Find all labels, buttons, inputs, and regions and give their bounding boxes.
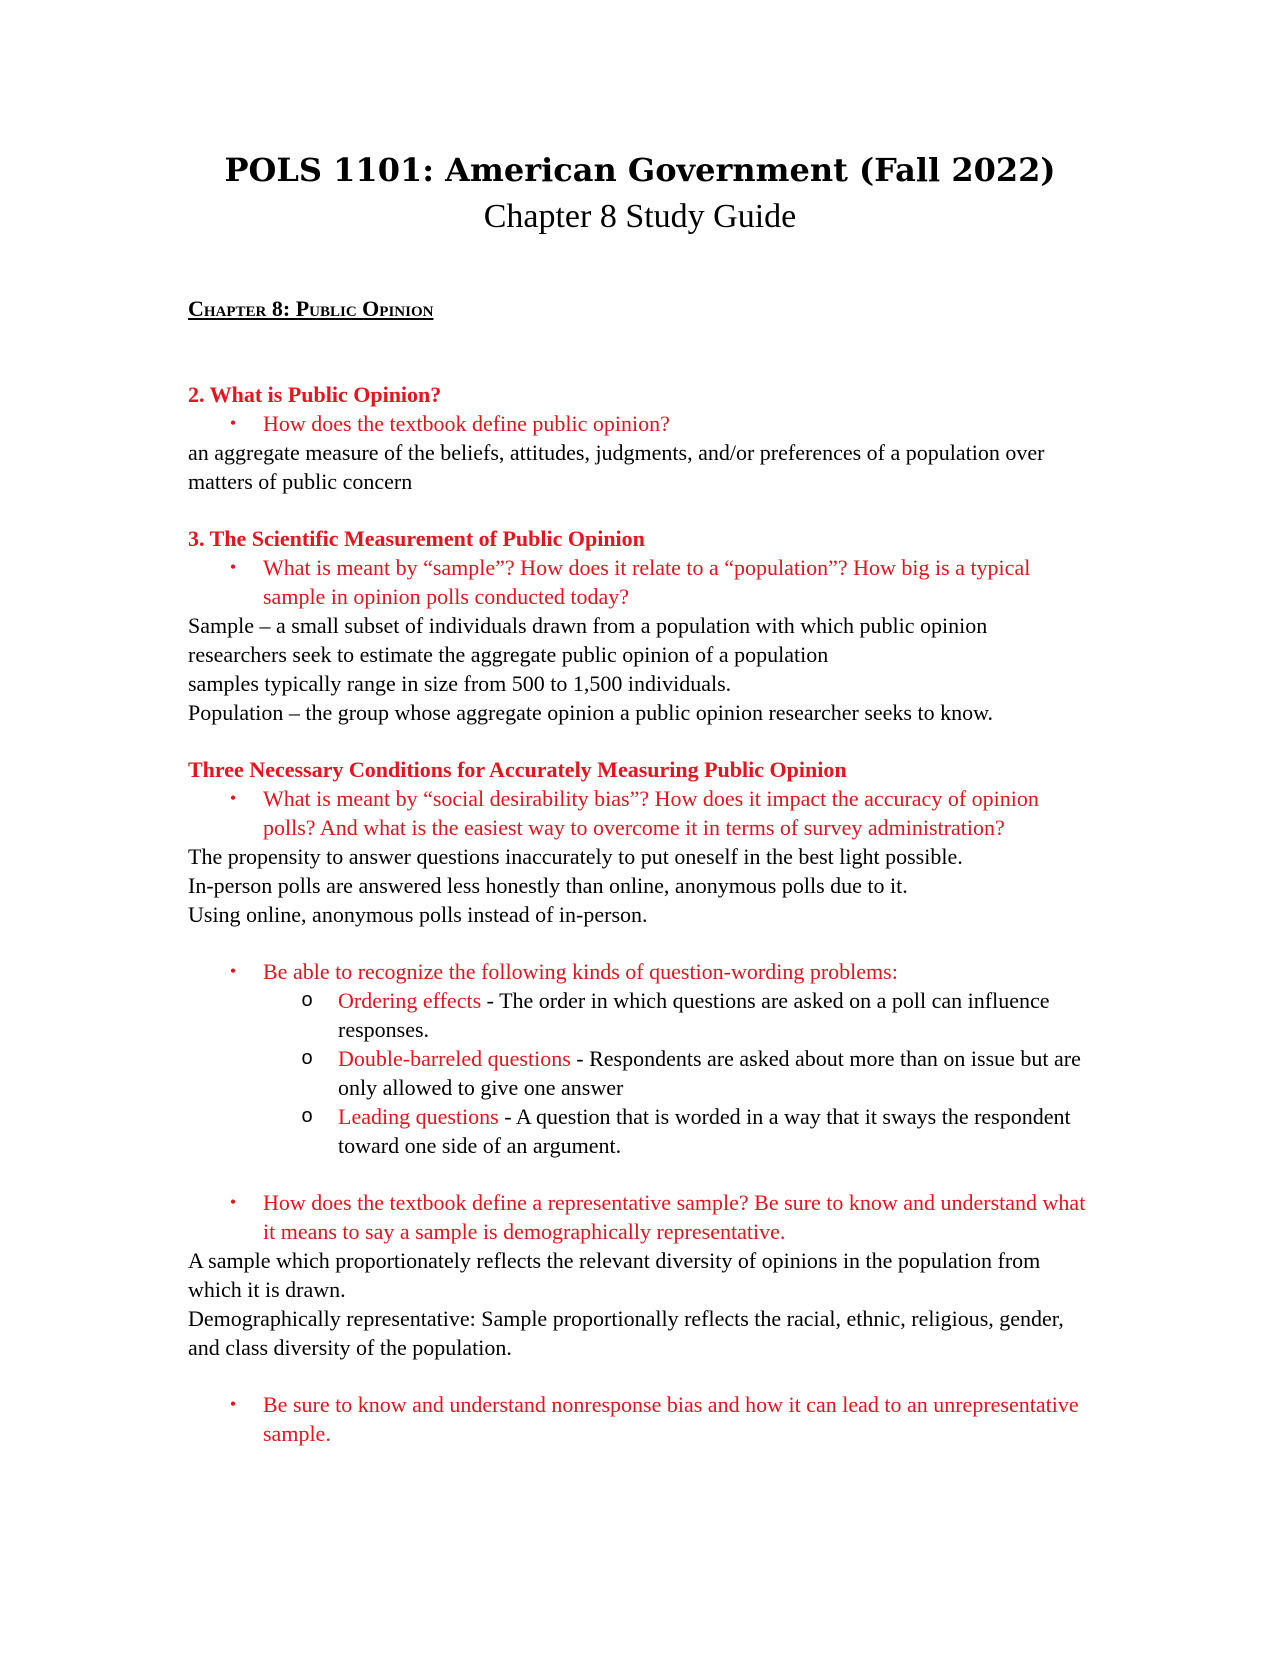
bullet-icon: • xyxy=(229,1192,237,1212)
wording-term: Leading questions xyxy=(338,1104,499,1129)
question-text: What is meant by “social desirability bias”? How does it impact the accuracy of opinion polls? And what is the easiest way to overcome it in terms of survey administration? xyxy=(263,786,1039,840)
document-body xyxy=(188,294,1088,1448)
document-subtitle: Chapter 8 Study Guide xyxy=(483,198,797,235)
question-text: How does the textbook define public opinion? xyxy=(263,411,670,436)
question-bullet xyxy=(188,957,1088,986)
question-bullet xyxy=(188,1390,1088,1448)
bullet-icon: • xyxy=(229,788,237,808)
chapter-heading: Chapter 8: Public Opinion xyxy=(188,296,434,321)
wording-definition: - The order in which questions are asked on a poll can influence responses. xyxy=(338,988,1050,1042)
sub-bullet-icon: o xyxy=(301,989,313,1011)
question-text: Be able to recognize the following kinds of question-wording problems: xyxy=(263,959,898,984)
answer-text: Demographically representative: Sample proportionally reflects the racial, ethnic, religious, gender, and class diversity of the population. xyxy=(188,1306,1064,1360)
wording-term: Double-barreled questions xyxy=(338,1046,571,1071)
wording-item xyxy=(188,1102,1088,1160)
answer-text: an aggregate measure of the beliefs, attitudes, judgments, and/or preferences of a population over matters of public concern xyxy=(188,440,1045,494)
question-text: Be sure to know and understand nonresponse bias and how it can lead to an unrepresentative sample. xyxy=(263,1392,1079,1446)
answer-text: samples typically range in size from 500 to 1,500 individuals. xyxy=(188,671,732,696)
question-text: What is meant by “sample”? How does it relate to a “population”? How big is a typical sample in opinion polls conducted today? xyxy=(263,555,1031,609)
wording-term: Ordering effects xyxy=(338,988,482,1013)
sub-bullet-icon: o xyxy=(301,1105,313,1127)
question-text: How does the textbook define a representative sample? Be sure to know and understand what it means to say a sample is demographically representative. xyxy=(263,1190,1086,1244)
section-heading-public-opinion: 2. What is Public Opinion? xyxy=(188,382,442,407)
answer-text: A sample which proportionately reflects the relevant diversity of opinions in the population from which it is drawn. xyxy=(188,1248,1041,1302)
question-bullet xyxy=(188,1188,1088,1246)
wording-item xyxy=(188,986,1088,1044)
sub-bullet-icon: o xyxy=(301,1047,313,1069)
bullet-icon: • xyxy=(229,413,237,433)
section-heading-measurement: 3. The Scientific Measurement of Public Opinion xyxy=(188,526,645,551)
question-bullet xyxy=(188,784,1088,842)
bullet-icon: • xyxy=(229,1394,237,1414)
answer-text: Using online, anonymous polls instead of in-person. xyxy=(188,902,648,927)
answer-text: The propensity to answer questions inaccurately to put oneself in the best light possible. xyxy=(188,844,963,869)
section-heading-conditions: Three Necessary Conditions for Accurately Measuring Public Opinion xyxy=(188,757,847,782)
answer-text: Population – the group whose aggregate opinion a public opinion researcher seeks to know. xyxy=(188,700,994,725)
answer-text: In-person polls are answered less honestly than online, anonymous polls due to it. xyxy=(188,873,908,898)
bullet-icon: • xyxy=(229,557,237,577)
question-bullet xyxy=(188,409,1088,438)
answer-text: Sample – a small subset of individuals drawn from a population with which public opinion researchers seek to estimate the aggregate public opinion of a population xyxy=(188,613,988,667)
wording-item xyxy=(188,1044,1088,1102)
bullet-icon: • xyxy=(229,961,237,981)
wording-definition: - Respondents are asked about more than on issue but are only allowed to give one answer xyxy=(338,1046,1081,1100)
document-title: POLS 1101: American Government (Fall 2022) xyxy=(224,151,1056,189)
question-bullet xyxy=(188,553,1088,611)
wording-definition: - A question that is worded in a way that it sways the respondent toward one side of an argument. xyxy=(338,1104,1071,1158)
